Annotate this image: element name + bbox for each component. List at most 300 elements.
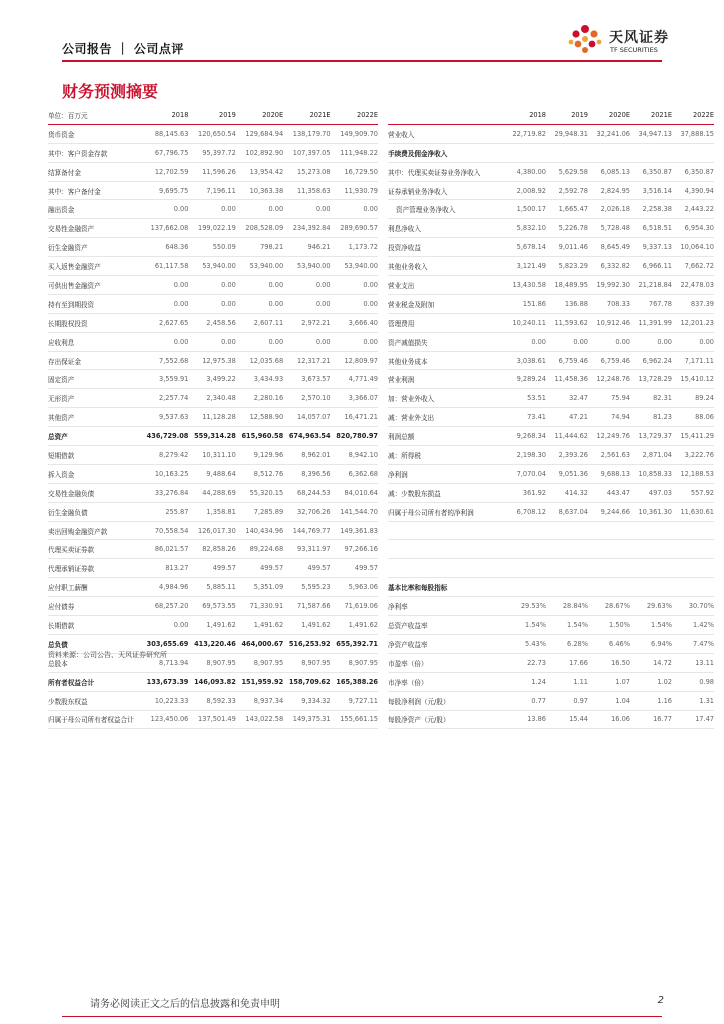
table-row	[388, 616, 714, 635]
row-value: 53,940.00	[188, 257, 235, 276]
row-value: 499.57	[236, 559, 283, 578]
row-value: 69,573.55	[188, 597, 235, 616]
row-value	[672, 559, 714, 578]
row-value: 5,832.10	[504, 219, 546, 238]
balance-sheet-table-wrap	[48, 106, 378, 729]
row-label	[388, 559, 504, 578]
row-value: 15.44	[546, 710, 588, 729]
row-value: 29,948.31	[546, 124, 588, 143]
table-row	[388, 427, 714, 446]
table-row	[48, 294, 378, 313]
row-value: 798.21	[236, 238, 283, 257]
row-label: 利息净收入	[388, 219, 504, 238]
row-value: 8,907.95	[236, 653, 283, 672]
row-label: 长期借款	[48, 616, 141, 635]
row-value: 8,942.10	[331, 446, 378, 465]
row-value: 4,984.96	[141, 578, 188, 597]
row-label: 利润总额	[388, 427, 504, 446]
row-value: 151,959.92	[236, 672, 283, 691]
table-row	[388, 672, 714, 691]
row-value: 28.67%	[588, 597, 630, 616]
balance-sheet-table	[48, 106, 378, 729]
row-label: 归属于母公司所有者的净利润	[388, 502, 504, 521]
table-row	[48, 181, 378, 200]
table-row	[48, 200, 378, 219]
row-label: 营业税金及附加	[388, 294, 504, 313]
row-value: 13,729.37	[630, 427, 672, 446]
row-label: 其他业务收入	[388, 257, 504, 276]
row-value: 2,393.26	[546, 446, 588, 465]
row-value: 12,975.38	[188, 351, 235, 370]
year-header: 2020E	[588, 106, 630, 124]
row-value	[588, 559, 630, 578]
row-value: 3,559.91	[141, 370, 188, 389]
row-value	[546, 143, 588, 162]
row-value: 1.50%	[588, 616, 630, 635]
row-value: 199,022.19	[188, 219, 235, 238]
row-value	[630, 559, 672, 578]
row-value: 143,022.58	[236, 710, 283, 729]
unit-label: 单位：百万元	[48, 106, 141, 124]
row-value: 82.31	[630, 389, 672, 408]
table-row	[388, 389, 714, 408]
row-value: 8,907.95	[283, 653, 330, 672]
table-row	[388, 313, 714, 332]
row-value	[672, 521, 714, 540]
row-value: 2,570.10	[283, 389, 330, 408]
row-value: 11,630.61	[672, 502, 714, 521]
row-value: 0.98	[672, 672, 714, 691]
row-label: 手续费及佣金净收入	[388, 143, 504, 162]
row-value: 88,145.63	[141, 124, 188, 143]
row-value: 946.21	[283, 238, 330, 257]
row-value: 2,561.63	[588, 446, 630, 465]
row-value: 10,163.25	[141, 464, 188, 483]
row-label: 营业收入	[388, 124, 504, 143]
table-row	[48, 521, 378, 540]
row-value: 361.92	[504, 483, 546, 502]
row-label: 证券承销业务净收入	[388, 181, 504, 200]
table-row	[388, 653, 714, 672]
table-row	[388, 219, 714, 238]
row-value: 11,444.62	[546, 427, 588, 446]
row-value: 12,702.59	[141, 162, 188, 181]
row-value: 7,285.89	[236, 502, 283, 521]
row-label: 总资产	[48, 427, 141, 446]
row-value	[504, 521, 546, 540]
row-value: 2,972.21	[283, 313, 330, 332]
table-row	[48, 483, 378, 502]
row-value: 2,871.04	[630, 446, 672, 465]
row-value	[546, 521, 588, 540]
row-value: 8,713.94	[141, 653, 188, 672]
row-value: 1.02	[630, 672, 672, 691]
report-type-header: 公司报告 ｜ 公司点评	[62, 42, 184, 56]
table-row	[48, 672, 378, 691]
row-value: 149,909.70	[331, 124, 378, 143]
row-value: 144,769.77	[283, 521, 330, 540]
row-value: 75.94	[588, 389, 630, 408]
table-row	[388, 408, 714, 427]
table-row	[48, 691, 378, 710]
row-value	[672, 143, 714, 162]
income-header-row	[388, 106, 714, 124]
row-value: 6,962.24	[630, 351, 672, 370]
table-row	[48, 710, 378, 729]
row-value: 0.00	[283, 276, 330, 295]
row-value: 1.54%	[546, 616, 588, 635]
row-value: 9,244.66	[588, 502, 630, 521]
table-row	[48, 276, 378, 295]
row-value: 0.00	[141, 294, 188, 313]
row-value: 3,121.49	[504, 257, 546, 276]
year-header: 2018	[141, 106, 188, 124]
row-value: 165,388.26	[331, 672, 378, 691]
row-label: 每股净资产（元/股）	[388, 710, 504, 729]
row-value: 0.00	[630, 332, 672, 351]
row-value: 137,501.49	[188, 710, 235, 729]
row-value: 15,411.29	[672, 427, 714, 446]
row-value: 2,340.48	[188, 389, 235, 408]
table-row	[388, 276, 714, 295]
row-label: 市盈率（倍）	[388, 653, 504, 672]
row-value	[546, 540, 588, 559]
row-value: 18,489.95	[546, 276, 588, 295]
row-value: 44,288.69	[188, 483, 235, 502]
row-value: 123,450.06	[141, 710, 188, 729]
row-value: 53,940.00	[331, 257, 378, 276]
brand-name-cn: 天风证券	[609, 30, 669, 46]
row-value: 7.47%	[672, 634, 714, 653]
row-value: 7,552.68	[141, 351, 188, 370]
row-label: 应付债券	[48, 597, 141, 616]
row-value: 107,397.05	[283, 143, 330, 162]
row-value: 53.51	[504, 389, 546, 408]
row-value: 499.57	[188, 559, 235, 578]
row-value: 93,311.97	[283, 540, 330, 559]
row-value: 0.00	[504, 332, 546, 351]
row-label: 减：所得税	[388, 446, 504, 465]
table-row	[388, 294, 714, 313]
table-row	[48, 559, 378, 578]
row-value: 615,960.58	[236, 427, 283, 446]
row-value: 12,188.53	[672, 464, 714, 483]
row-value: 102,892.90	[236, 143, 283, 162]
row-value: 17.47	[672, 710, 714, 729]
income-statement-table	[388, 106, 714, 729]
row-value: 499.57	[283, 559, 330, 578]
row-value: 3,222.76	[672, 446, 714, 465]
row-value: 29.53%	[504, 597, 546, 616]
table-row	[48, 124, 378, 143]
row-value: 0.00	[141, 332, 188, 351]
row-label: 固定资产	[48, 370, 141, 389]
row-value: 67,796.75	[141, 143, 188, 162]
row-value: 21,218.84	[630, 276, 672, 295]
row-value: 3,038.61	[504, 351, 546, 370]
row-label: 结算备付金	[48, 162, 141, 181]
row-value: 16.77	[630, 710, 672, 729]
row-value: 7,070.04	[504, 464, 546, 483]
row-value: 0.00	[188, 200, 235, 219]
row-value: 8,907.95	[331, 653, 378, 672]
brand-logo	[565, 22, 675, 58]
row-label: 市净率（倍）	[388, 672, 504, 691]
header-blank	[388, 106, 504, 124]
row-value: 9,268.34	[504, 427, 546, 446]
row-label: 存出保证金	[48, 351, 141, 370]
row-value: 71,330.91	[236, 597, 283, 616]
row-label: 少数股东权益	[48, 691, 141, 710]
row-value: 6,708.12	[504, 502, 546, 521]
row-value: 10,363.38	[236, 181, 283, 200]
row-value: 1.07	[588, 672, 630, 691]
row-value: 0.00	[283, 332, 330, 351]
row-value: 8,279.42	[141, 446, 188, 465]
table-row	[48, 446, 378, 465]
table-row	[388, 370, 714, 389]
row-value: 0.00	[236, 276, 283, 295]
row-value: 4,390.94	[672, 181, 714, 200]
row-label: 基本比率和每股指标	[388, 578, 504, 597]
year-header: 2019	[188, 106, 235, 124]
row-value: 9,727.11	[331, 691, 378, 710]
row-value: 0.97	[546, 691, 588, 710]
row-value: 0.00	[331, 294, 378, 313]
row-value: 137,662.08	[141, 219, 188, 238]
row-label: 营业支出	[388, 276, 504, 295]
row-value: 1.54%	[630, 616, 672, 635]
table-row	[388, 710, 714, 729]
row-value: 9,334.32	[283, 691, 330, 710]
row-value: 89.24	[672, 389, 714, 408]
row-value: 15,410.12	[672, 370, 714, 389]
row-value: 497.03	[630, 483, 672, 502]
row-value: 12,809.97	[331, 351, 378, 370]
table-row	[388, 540, 714, 559]
row-label: 总股本	[48, 653, 141, 672]
row-value: 141,544.70	[331, 502, 378, 521]
row-label: 无形资产	[48, 389, 141, 408]
row-value: 8,937.34	[236, 691, 283, 710]
row-value: 2,627.65	[141, 313, 188, 332]
row-value: 1,358.81	[188, 502, 235, 521]
row-value: 151.86	[504, 294, 546, 313]
row-value: 9,695.75	[141, 181, 188, 200]
row-label: 可供出售金融资产	[48, 276, 141, 295]
table-row	[388, 351, 714, 370]
row-value: 53,940.00	[283, 257, 330, 276]
row-value: 13,430.58	[504, 276, 546, 295]
row-value: 29.63%	[630, 597, 672, 616]
row-value: 0.00	[331, 332, 378, 351]
row-value: 0.77	[504, 691, 546, 710]
row-label: 所有者权益合计	[48, 672, 141, 691]
row-value: 550.09	[188, 238, 235, 257]
table-row	[48, 257, 378, 276]
row-value: 1,173.72	[331, 238, 378, 257]
row-value: 6,362.68	[331, 464, 378, 483]
row-value: 149,375.31	[283, 710, 330, 729]
year-header: 2022E	[331, 106, 378, 124]
row-value: 2,198.30	[504, 446, 546, 465]
row-label: 融出资金	[48, 200, 141, 219]
table-row	[388, 483, 714, 502]
row-value: 13.86	[504, 710, 546, 729]
row-value	[630, 143, 672, 162]
row-value: 499.57	[331, 559, 378, 578]
row-value: 73.41	[504, 408, 546, 427]
row-value	[588, 143, 630, 162]
row-value: 5,885.11	[188, 578, 235, 597]
row-value: 6,332.82	[588, 257, 630, 276]
row-value: 32,706.26	[283, 502, 330, 521]
table-row	[388, 238, 714, 257]
row-value: 9,337.13	[630, 238, 672, 257]
table-row	[388, 464, 714, 483]
row-value: 33,276.84	[141, 483, 188, 502]
footer-divider	[62, 1016, 662, 1017]
row-value: 5,595.23	[283, 578, 330, 597]
row-value: 28.84%	[546, 597, 588, 616]
row-value: 0.00	[283, 294, 330, 313]
table-row	[388, 634, 714, 653]
row-value: 1,491.62	[331, 616, 378, 635]
row-value: 2,592.78	[546, 181, 588, 200]
row-value: 0.00	[188, 276, 235, 295]
row-value: 86,021.57	[141, 540, 188, 559]
table-row	[388, 578, 714, 597]
row-value: 9,129.96	[236, 446, 283, 465]
row-value: 6,085.13	[588, 162, 630, 181]
table-row	[388, 200, 714, 219]
table-row	[388, 181, 714, 200]
row-value: 2,008.92	[504, 181, 546, 200]
row-label: 净资产收益率	[388, 634, 504, 653]
row-value: 19,992.30	[588, 276, 630, 295]
table-row	[388, 597, 714, 616]
row-value: 22.73	[504, 653, 546, 672]
table-row	[388, 124, 714, 143]
row-value: 7,196.11	[188, 181, 235, 200]
row-value: 9,537.63	[141, 408, 188, 427]
row-label	[388, 521, 504, 540]
table-row	[48, 143, 378, 162]
row-value: 303,655.69	[141, 634, 188, 653]
row-label: 管理费用	[388, 313, 504, 332]
row-value: 88.06	[672, 408, 714, 427]
table-row	[388, 691, 714, 710]
row-value: 708.33	[588, 294, 630, 313]
row-value: 1.11	[546, 672, 588, 691]
row-value: 155,661.15	[331, 710, 378, 729]
disclaimer-text: 请务必阅读正文之后的信息披露和免责申明	[90, 999, 280, 1010]
row-value: 68,257.20	[141, 597, 188, 616]
row-label: 资产减值损失	[388, 332, 504, 351]
row-value: 14,057.07	[283, 408, 330, 427]
table-row	[48, 408, 378, 427]
row-value: 5,963.06	[331, 578, 378, 597]
row-label: 其中：代理买卖证券业务净收入	[388, 162, 504, 181]
row-value: 0.00	[141, 200, 188, 219]
row-value: 4,771.49	[331, 370, 378, 389]
row-value: 0.00	[546, 332, 588, 351]
row-value: 61,117.58	[141, 257, 188, 276]
row-label: 长期股权投资	[48, 313, 141, 332]
row-value: 146,093.82	[188, 672, 235, 691]
row-value: 6.46%	[588, 634, 630, 653]
row-value: 8,637.04	[546, 502, 588, 521]
row-value: 70,558.54	[141, 521, 188, 540]
table-row	[388, 143, 714, 162]
row-value: 7,171.11	[672, 351, 714, 370]
row-value: 129,684.94	[236, 124, 283, 143]
row-value: 5,678.14	[504, 238, 546, 257]
table-row	[48, 162, 378, 181]
brand-name-en: TF SECURITIES	[610, 46, 658, 54]
row-value: 5.43%	[504, 634, 546, 653]
row-value: 10,240.11	[504, 313, 546, 332]
row-value: 158,709.62	[283, 672, 330, 691]
table-row	[48, 427, 378, 446]
row-value: 1.54%	[504, 616, 546, 635]
table-row	[48, 313, 378, 332]
section-title: 财务预测摘要	[62, 82, 159, 101]
row-value: 255.87	[141, 502, 188, 521]
row-value: 3,366.07	[331, 389, 378, 408]
tf-flower-icon	[565, 22, 605, 58]
table-row	[48, 351, 378, 370]
row-value: 10,311.10	[188, 446, 235, 465]
row-value	[630, 578, 672, 597]
row-value: 414.32	[546, 483, 588, 502]
row-value	[630, 540, 672, 559]
row-value: 126,017.30	[188, 521, 235, 540]
year-header: 2021E	[630, 106, 672, 124]
row-value: 0.00	[188, 294, 235, 313]
row-value: 0.00	[283, 200, 330, 219]
row-value: 1.42%	[672, 616, 714, 635]
year-header: 2022E	[672, 106, 714, 124]
row-value: 516,253.92	[283, 634, 330, 653]
row-value: 138,179.70	[283, 124, 330, 143]
row-value: 11,930.79	[331, 181, 378, 200]
row-value: 97,266.16	[331, 540, 378, 559]
row-value: 11,128.28	[188, 408, 235, 427]
row-value: 820,780.97	[331, 427, 378, 446]
row-label: 其中：客户资金存款	[48, 143, 141, 162]
row-value: 11,391.99	[630, 313, 672, 332]
row-value: 0.00	[331, 276, 378, 295]
row-value: 9,488.64	[188, 464, 235, 483]
row-value: 55,320.15	[236, 483, 283, 502]
row-label: 其中：客户备付金	[48, 181, 141, 200]
year-header: 2021E	[283, 106, 330, 124]
row-value: 89,224.68	[236, 540, 283, 559]
row-value	[672, 540, 714, 559]
row-value: 464,000.67	[236, 634, 283, 653]
row-value: 4,380.00	[504, 162, 546, 181]
table-row	[388, 257, 714, 276]
row-value: 16.06	[588, 710, 630, 729]
row-value: 71,587.66	[283, 597, 330, 616]
row-label: 减：营业外支出	[388, 408, 504, 427]
row-value: 12,248.76	[588, 370, 630, 389]
table-row	[388, 502, 714, 521]
row-value: 10,912.46	[588, 313, 630, 332]
source-note: 资料来源：公司公告、天风证券研究所	[48, 651, 167, 659]
row-value: 5,823.29	[546, 257, 588, 276]
